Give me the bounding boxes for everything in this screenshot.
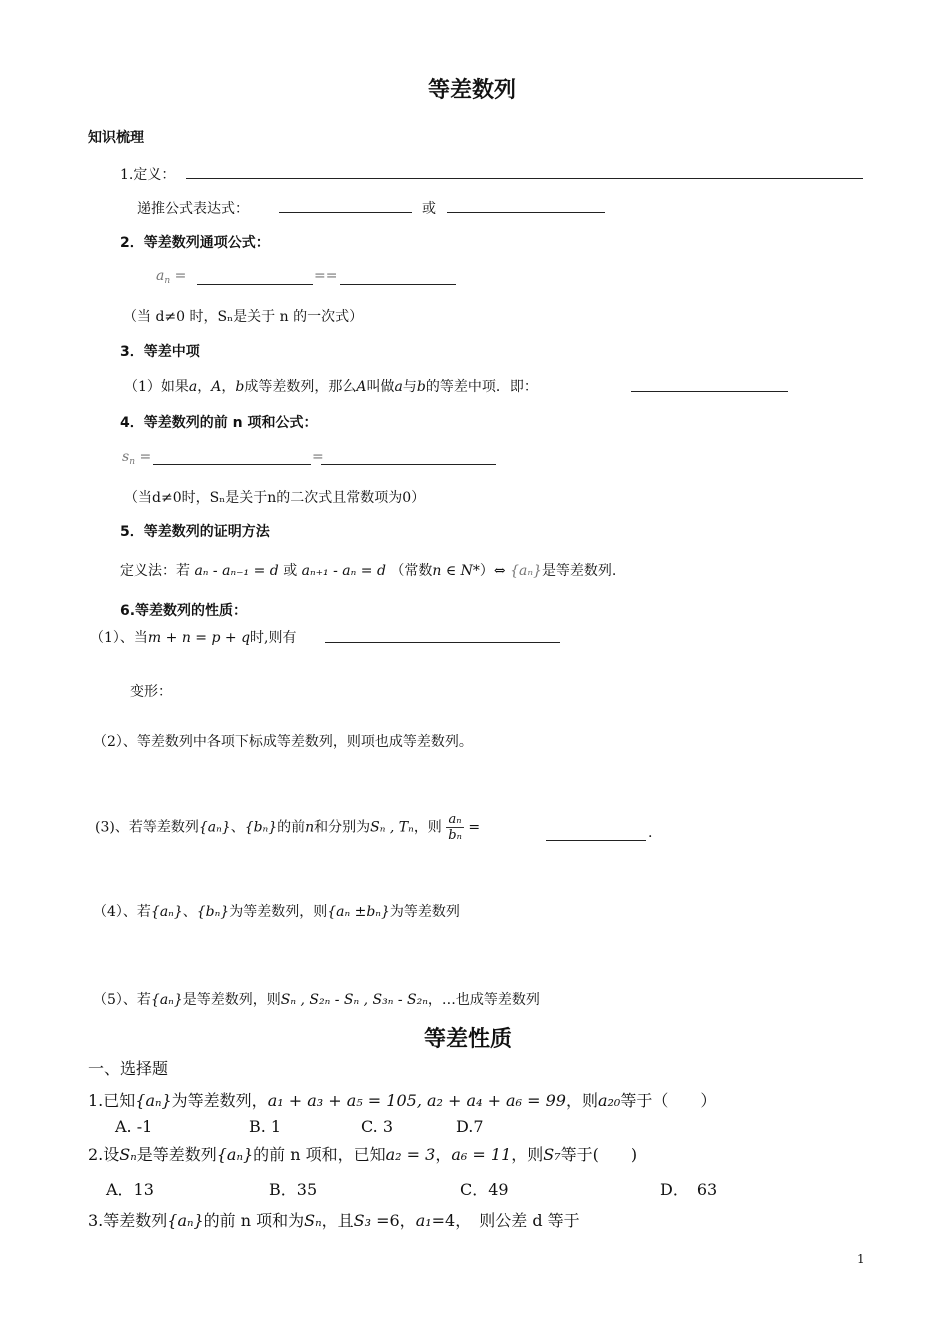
q3-text-c: ，且	[321, 1211, 354, 1230]
q1-text-b: 为等差数列，	[171, 1091, 268, 1110]
sum-blank-1	[153, 464, 311, 465]
p3-seq-b: {bₙ}	[244, 819, 278, 836]
general-term-blank-1	[197, 284, 313, 285]
recursive-blank-2	[447, 212, 605, 213]
q2-a6: a₆ = 11	[451, 1145, 512, 1164]
var-b-2: b	[416, 379, 426, 395]
p4-seq-combined: {aₙ ±bₙ}	[327, 904, 390, 920]
q2-sn: Sₙ	[119, 1145, 137, 1164]
q1-text-c: ，则	[565, 1091, 598, 1110]
general-term-lhs	[156, 268, 186, 286]
q1-option-b: B. 1	[249, 1117, 282, 1136]
p3-denominator: bₙ	[448, 828, 462, 843]
general-term-note: （当 d≠0 时，Sₙ是关于 n 的一次式）	[123, 309, 364, 325]
q3-s3: S₃	[353, 1211, 371, 1230]
section-title-2: 等差性质	[424, 1027, 513, 1052]
p1-formula: m + n = p + q	[147, 630, 251, 646]
sum-formula-note: （当d≠0时，Sₙ是关于n的二次式且常数项为0）	[124, 490, 426, 506]
general-term-eq: =	[174, 268, 187, 284]
q2-text-e: 等于( )	[560, 1145, 638, 1164]
property-1-blank	[325, 642, 560, 643]
sum-blank-2	[321, 464, 496, 465]
p1-text-a: （1）、当	[90, 630, 148, 646]
page-number: 1	[857, 1252, 865, 1266]
q3-sn: Sₙ	[304, 1211, 322, 1230]
q2-s7: S₇	[543, 1145, 561, 1164]
q3-text-b: 的前 n 项和为	[203, 1211, 305, 1230]
q3-text-e: =4， 则公差 d 等于	[431, 1211, 580, 1230]
sum-formula-lhs	[122, 449, 151, 467]
p3-fraction	[446, 812, 464, 843]
q3-a1: a₁	[415, 1211, 432, 1230]
q1-text-a: 1.已知	[88, 1091, 136, 1110]
p3-sep: 、	[230, 819, 245, 836]
var-A: A	[211, 379, 222, 395]
property-1	[90, 627, 296, 647]
properties-heading: 6.等差数列的性质：	[120, 603, 248, 619]
p3-text-c: 和分别为	[314, 819, 371, 836]
definition-label: 1.定义：	[120, 167, 176, 183]
q1-option-a: A. -1	[115, 1117, 153, 1136]
property-1-variant: 变形：	[130, 684, 172, 700]
q3-seq: {aₙ}	[167, 1211, 204, 1230]
middle-text-b: 成等差数列，那么	[244, 379, 357, 395]
q1-seq: {aₙ}	[135, 1091, 172, 1110]
var-a-2: a	[394, 379, 403, 395]
p5-text-b: 是等差数列，则	[182, 992, 281, 1008]
q2-a2: a₂ = 3	[385, 1145, 436, 1164]
section-choice-heading: 一、选择题	[88, 1059, 169, 1078]
var-A-2: A	[356, 379, 367, 395]
p4-seq-a: {aₙ}	[150, 904, 183, 920]
p3-text-d: ，则	[413, 819, 442, 836]
q2-option-b: B．35	[269, 1180, 318, 1199]
proof-paren: （常数	[390, 563, 433, 579]
p3-n: n	[305, 819, 315, 836]
q2-seq: {aₙ}	[216, 1145, 254, 1164]
p3-sums: Sₙ , Tₙ	[370, 819, 414, 836]
q1-option-c: C. 3	[361, 1117, 394, 1136]
middle-term-blank	[631, 391, 788, 392]
general-term-eqeq: ==	[314, 268, 338, 284]
q1-text-d: 等于（ ）	[620, 1091, 717, 1110]
comma-1: ，	[197, 379, 212, 395]
proof-or: 或	[283, 563, 298, 579]
middle-text-c: 叫做	[366, 379, 395, 395]
p4-text-c: 为等差数列	[389, 904, 460, 920]
general-term-heading: 2．等差数列通项公式：	[120, 235, 270, 251]
q2-text-c: 的前 n 项和，已知	[253, 1145, 386, 1164]
q2-option-d: D． 63	[660, 1180, 718, 1199]
proof-formula-1: aₙ - aₙ₋₁ = d	[194, 563, 279, 579]
q2-sep: ，	[435, 1145, 452, 1164]
p3-numerator: aₙ	[446, 812, 464, 828]
recursive-or: 或	[422, 201, 436, 217]
p4-sep: 、	[182, 904, 197, 920]
q1-option-d: D.7	[456, 1117, 484, 1136]
general-term-blank-2	[340, 284, 456, 285]
general-term-lhs-var: a	[156, 268, 165, 284]
middle-text-d: 与	[402, 379, 417, 395]
section-knowledge-heading: 知识梳理	[88, 130, 144, 146]
p3-text-a: (3)、若等差数列	[95, 819, 199, 836]
property-3	[95, 812, 480, 843]
page-title: 等差数列	[428, 78, 517, 103]
p3-seq-a: {aₙ}	[198, 819, 231, 836]
p4-text-a: （4）、若	[93, 904, 151, 920]
middle-term-text	[124, 376, 538, 396]
q2-text-b: 是等差数列	[136, 1145, 217, 1164]
sum-lhs-sub: n	[129, 457, 135, 467]
var-a: a	[188, 379, 198, 395]
q2-text-d: ，则	[511, 1145, 544, 1164]
sum-formula-heading: 4．等差数列的前 n 项和公式：	[120, 415, 318, 431]
proof-condition: n ∈ N*	[432, 563, 480, 579]
p1-text-b: 时,则有	[250, 630, 297, 646]
property-5	[93, 989, 540, 1009]
q1-formula: a₁ + a₃ + a₅ = 105, a₂ + a₄ + a₆ = 99	[267, 1091, 566, 1110]
property-3-blank	[546, 840, 646, 841]
q3-text-a: 3.等差数列	[88, 1211, 168, 1230]
sum-eq-2: =	[312, 449, 324, 465]
proof-tail: 是等差数列.	[541, 563, 617, 579]
proof-heading: 5．等差数列的证明方法	[120, 524, 270, 540]
middle-text-e: 的等差中项．即：	[425, 379, 538, 395]
p5-text-c: ，…也成等差数列	[427, 992, 540, 1008]
q2-option-a: A．13	[106, 1180, 154, 1199]
question-1	[88, 1088, 716, 1111]
middle-text-a: （1）如果	[124, 379, 189, 395]
question-2	[88, 1142, 637, 1165]
var-b: b	[235, 379, 245, 395]
proof-text: 定义法：若	[120, 563, 190, 579]
p5-text-a: （5）、若	[93, 992, 151, 1008]
general-term-lhs-sub: n	[164, 276, 171, 286]
q2-option-c: C．49	[460, 1180, 509, 1199]
proof-sequence: {aₙ}	[510, 563, 542, 579]
q1-target: a₂₀	[597, 1091, 621, 1110]
p3-text-b: 的前	[277, 819, 306, 836]
p5-formula: Sₙ , S₂ₙ - Sₙ , S₃ₙ - S₂ₙ	[280, 992, 428, 1008]
property-2: （2）、等差数列中各项下标成等差数列，则项也成等差数列。	[93, 734, 473, 750]
p4-seq-b: {bₙ}	[196, 904, 230, 920]
sum-lhs-var: s	[122, 449, 130, 465]
p3-eq: =	[468, 819, 481, 836]
q2-text-a: 2.设	[88, 1145, 120, 1164]
middle-term-heading: 3．等差中项	[120, 344, 200, 360]
definition-blank	[186, 178, 863, 179]
recursive-label: 递推公式表达式：	[137, 201, 249, 217]
p5-seq: {aₙ}	[150, 992, 183, 1008]
proof-arrow: ）⇔	[479, 563, 506, 579]
recursive-blank-1	[279, 212, 412, 213]
question-3	[88, 1208, 580, 1231]
comma-2: ，	[221, 379, 236, 395]
property-3-period: .	[648, 825, 653, 841]
q3-text-d: =6，	[371, 1211, 416, 1230]
proof-formula-2: aₙ₊₁ - aₙ = d	[301, 563, 386, 579]
property-4	[93, 901, 460, 921]
proof-definition-line	[120, 560, 616, 580]
p4-text-b: 为等差数列，则	[229, 904, 328, 920]
sum-eq-1: =	[139, 449, 152, 465]
